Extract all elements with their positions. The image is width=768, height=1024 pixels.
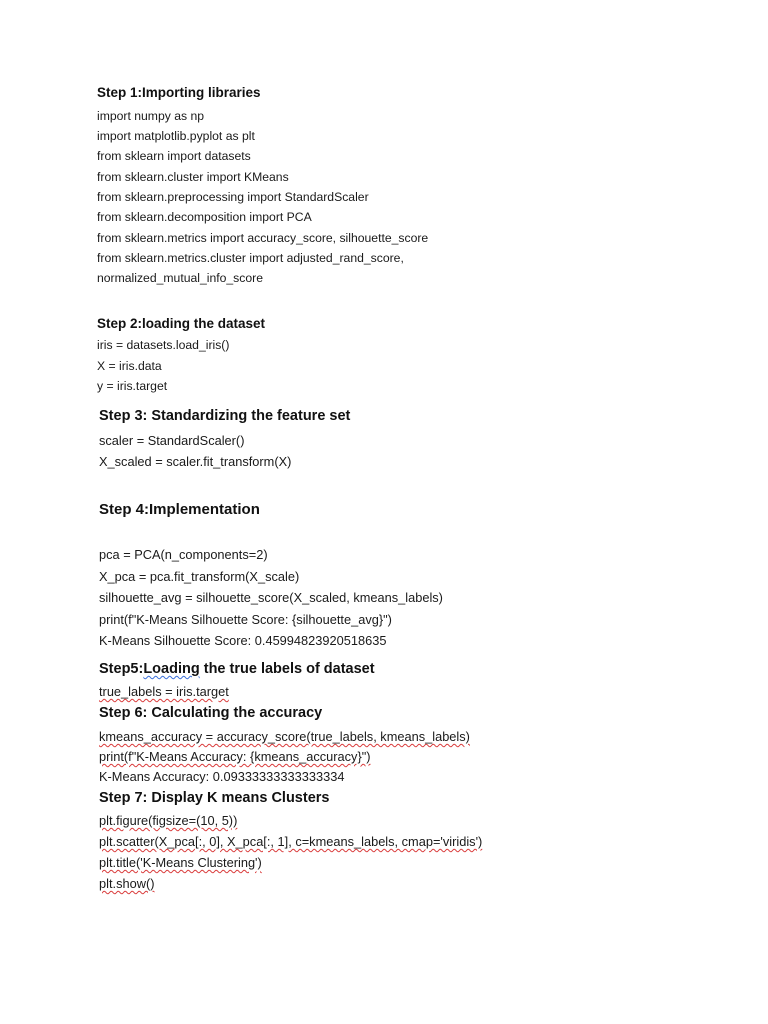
step1-line: import matplotlib.pyplot as plt (97, 129, 255, 143)
step4-line: pca = PCA(n_components=2) (99, 547, 268, 562)
step1-line: from sklearn import datasets (97, 149, 251, 163)
step2-heading: Step 2:loading the dataset (97, 316, 266, 331)
step2-line: X = iris.data (97, 359, 162, 373)
step1-line: from sklearn.preprocessing import StandardScaler (97, 190, 369, 204)
step6-line: print(f"K-Means Accuracy: {kmeans_accuracy}") (99, 749, 371, 764)
step3-line: X_scaled = scaler.fit_transform(X) (99, 454, 292, 469)
step7-line: plt.title('K-Means Clustering') (99, 855, 262, 870)
step1-line: from sklearn.cluster import KMeans (97, 170, 289, 184)
step4-line: K-Means Silhouette Score: 0.45994823920518635 (99, 633, 387, 648)
step1-line: from sklearn.metrics import accuracy_score, silhouette_score (97, 231, 429, 245)
step1-line: import numpy as np (97, 109, 205, 123)
step6-line: K-Means Accuracy: 0.09333333333333334 (99, 769, 345, 784)
step1-line: from sklearn.metrics.cluster import adjusted_rand_score, (97, 251, 404, 265)
step5-heading-rest: the true labels of dataset (199, 661, 375, 677)
step7-line: plt.figure(figsize=(10, 5)) (99, 813, 238, 828)
step7-heading: Step 7: Display K means Clusters (99, 790, 330, 806)
step2-line: y = iris.target (97, 379, 168, 393)
step4-heading: Step 4:Implementation (99, 501, 260, 518)
step4-line: X_pca = pca.fit_transform(X_scale) (99, 569, 300, 584)
step5-heading-prefix: Step5: (99, 661, 144, 677)
step6-heading: Step 6: Calculating the accuracy (99, 705, 323, 721)
step3-heading: Step 3: Standardizing the feature set (99, 408, 351, 424)
step1-line: normalized_mutual_info_score (97, 271, 263, 285)
step6-line: kmeans_accuracy = accuracy_score(true_labels, kmeans_labels) (99, 729, 470, 744)
step3-line: scaler = StandardScaler() (99, 433, 245, 448)
step7-line: plt.show() (99, 876, 155, 891)
step1-line: from sklearn.decomposition import PCA (97, 210, 312, 224)
step2-line: iris = datasets.load_iris() (97, 338, 230, 352)
step4-line: print(f"K-Means Silhouette Score: {silhouette_avg}") (99, 612, 392, 627)
step5-line: true_labels = iris.target (99, 684, 229, 699)
step1-heading: Step 1:Importing libraries (97, 85, 261, 100)
step5-heading-mark: Loading (143, 661, 200, 677)
step7-line: plt.scatter(X_pca[:, 0], X_pca[:, 1], c=kmeans_labels, cmap='viridis') (99, 834, 483, 849)
step5-heading (99, 661, 375, 677)
step4-line: silhouette_avg = silhouette_score(X_scaled, kmeans_labels) (99, 590, 443, 605)
